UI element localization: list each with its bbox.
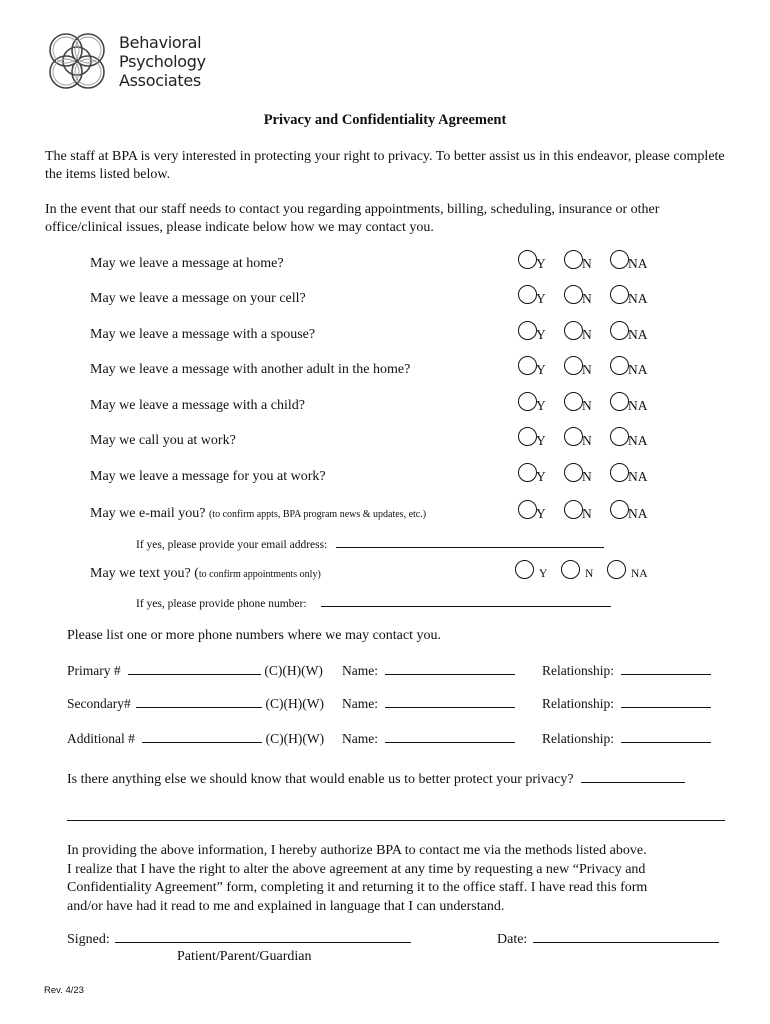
question-call-work: May we call you at work? — [90, 433, 236, 448]
phone-additional-label: Additional # — [67, 731, 135, 746]
question-cell: May we leave a message on your cell? — [90, 291, 306, 306]
phone-secondary-type: (C)(H)(W) — [265, 696, 324, 711]
email-row — [136, 536, 604, 551]
authorization-paragraph — [67, 842, 647, 916]
radio-spouse-na[interactable] — [610, 321, 629, 340]
phone-secondary-name-label: Name: — [342, 696, 378, 711]
intro-paragraph-1: The staff at BPA is very interested in protecting your right to privacy. To better assist us in this endeavor, please complete the items listed below. — [45, 149, 725, 182]
phone-primary-type: (C)(H)(W) — [264, 663, 323, 678]
phone-secondary-rel-row — [542, 696, 711, 712]
phone-primary-name-label: Name: — [342, 663, 378, 678]
radio-label-home-na: NA — [628, 256, 648, 271]
radio-label-email-n: N — [582, 506, 592, 521]
email-address-field[interactable] — [336, 536, 604, 548]
radio-cell-y[interactable] — [518, 285, 537, 304]
phone-additional-rel-field[interactable] — [621, 731, 711, 743]
radio-label-spouse-n: N — [582, 327, 592, 342]
radio-child-na[interactable] — [610, 392, 629, 411]
radio-spouse-y[interactable] — [518, 321, 537, 340]
question-child: May we leave a message with a child? — [90, 398, 305, 413]
phone-primary-label: Primary # — [67, 663, 121, 678]
radio-label-other-adult-n: N — [582, 362, 592, 377]
page-title: Privacy and Confidentiality Agreement — [263, 112, 507, 128]
phone-secondary-rel-label: Relationship: — [542, 696, 614, 711]
question-spouse: May we leave a message with a spouse? — [90, 327, 316, 342]
radio-child-y[interactable] — [518, 392, 537, 411]
radio-label-child-n: N — [582, 398, 592, 413]
authorization-line-3: Confidentiality Agreement” form, completing it and returning it to the office staff. I have read this form — [67, 880, 648, 895]
radio-text-na[interactable] — [607, 560, 626, 579]
phone-primary-row — [67, 663, 323, 679]
logo-line-1: Behavioral — [119, 33, 202, 52]
question-email-note: (to confirm appts, BPA program news & updates, etc.) — [208, 509, 427, 520]
radio-text-y[interactable] — [515, 560, 534, 579]
date-field[interactable] — [533, 931, 719, 943]
anything-else-field-2[interactable] — [67, 820, 725, 821]
phone-primary-rel-field[interactable] — [621, 663, 711, 675]
date-row — [497, 931, 719, 948]
authorization-line-1: In providing the above information, I hereby authorize BPA to contact me via the methods listed above. — [67, 843, 647, 858]
anything-else-question: Is there anything else we should know that would enable us to better protect your privacy? — [67, 772, 574, 787]
question-email — [90, 506, 426, 522]
radio-label-spouse-y: Y — [536, 327, 546, 342]
radio-label-message-work-y: Y — [536, 469, 546, 484]
anything-else-field-1[interactable] — [581, 771, 685, 783]
question-text-note: to confirm appointments only) — [198, 569, 321, 580]
radio-email-y[interactable] — [518, 500, 537, 519]
radio-label-message-work-n: N — [582, 469, 592, 484]
radio-label-cell-n: N — [582, 291, 592, 306]
radio-other-adult-n[interactable] — [564, 356, 583, 375]
radio-spouse-n[interactable] — [564, 321, 583, 340]
phone-primary-rel-label: Relationship: — [542, 663, 614, 678]
radio-label-text-na: NA — [631, 568, 648, 580]
radio-label-other-adult-na: NA — [628, 362, 648, 377]
phone-additional-name-label: Name: — [342, 731, 378, 746]
logo-wordmark — [119, 33, 206, 90]
phone-secondary-field[interactable] — [136, 696, 262, 708]
text-phone-field[interactable] — [321, 595, 611, 607]
question-message-work: May we leave a message for you at work? — [90, 469, 326, 484]
phone-additional-rel-row — [542, 731, 711, 747]
radio-message-work-n[interactable] — [564, 463, 583, 482]
radio-label-child-na: NA — [628, 398, 648, 413]
signature-row — [67, 931, 411, 948]
authorization-line-2: I realize that I have the right to alter the above agreement at any time by requesting a new “Privacy and — [67, 861, 646, 877]
phone-primary-name-field[interactable] — [385, 663, 515, 675]
radio-label-message-work-na: NA — [628, 469, 648, 484]
question-text-text: May we text you? ( — [90, 566, 199, 581]
revision-label: Rev. 4/23 — [44, 985, 84, 996]
radio-cell-na[interactable] — [610, 285, 629, 304]
phone-additional-type: (C)(H)(W) — [265, 731, 325, 746]
radio-home-na[interactable] — [610, 250, 629, 269]
logo-line-3: Associates — [119, 71, 201, 90]
radio-call-work-na[interactable] — [610, 427, 629, 446]
radio-other-adult-y[interactable] — [518, 356, 537, 375]
question-email-text: May we e-mail you? — [90, 506, 206, 521]
phone-additional-row — [67, 731, 324, 747]
radio-label-home-y: Y — [536, 256, 546, 271]
anything-else-row — [67, 771, 685, 788]
question-other-adult: May we leave a message with another adult in the home? — [90, 362, 411, 377]
phone-primary-name-row — [342, 663, 515, 679]
radio-email-n[interactable] — [564, 500, 583, 519]
phone-secondary-rel-field[interactable] — [621, 696, 711, 708]
signature-field[interactable] — [115, 931, 411, 943]
phone-secondary-name-field[interactable] — [385, 696, 515, 708]
logo-line-2: Psychology — [119, 52, 206, 71]
phone-secondary-row — [67, 696, 324, 712]
question-home: May we leave a message at home? — [90, 256, 284, 271]
radio-call-work-y[interactable] — [518, 427, 537, 446]
radio-label-cell-na: NA — [628, 291, 648, 306]
radio-label-other-adult-y: Y — [536, 362, 546, 377]
radio-label-home-n: N — [582, 256, 592, 271]
radio-cell-n[interactable] — [564, 285, 583, 304]
radio-other-adult-na[interactable] — [610, 356, 629, 375]
radio-call-work-n[interactable] — [564, 427, 583, 446]
radio-label-call-work-na: NA — [628, 433, 648, 448]
email-prompt: If yes, please provide your email address: — [136, 539, 328, 551]
radio-label-email-na: NA — [628, 506, 648, 521]
radio-label-child-y: Y — [536, 398, 546, 413]
radio-email-na[interactable] — [610, 500, 629, 519]
radio-label-text-y: Y — [539, 568, 548, 580]
radio-label-call-work-y: Y — [536, 433, 546, 448]
radio-label-spouse-na: NA — [628, 327, 648, 342]
bpa-logo-icon — [44, 28, 110, 94]
signer-caption: Patient/Parent/Guardian — [177, 949, 312, 964]
radio-text-n[interactable] — [561, 560, 580, 579]
radio-message-work-na[interactable] — [610, 463, 629, 482]
question-text — [90, 566, 321, 582]
phone-primary-field[interactable] — [128, 663, 261, 675]
phone-additional-field[interactable] — [142, 731, 262, 743]
radio-home-n[interactable] — [564, 250, 583, 269]
radio-label-text-n: N — [585, 568, 594, 580]
radio-label-call-work-n: N — [582, 433, 592, 448]
signed-label: Signed: — [67, 932, 110, 947]
phone-additional-name-row — [342, 731, 515, 747]
phone-additional-name-field[interactable] — [385, 731, 515, 743]
intro-paragraph-2: In the event that our staff needs to contact you regarding appointments, billing, scheduling, insurance or other office/clinical issues, please indicate below how we may contact you. — [45, 202, 660, 235]
phone-secondary-label: Secondary# — [67, 696, 131, 711]
radio-child-n[interactable] — [564, 392, 583, 411]
radio-label-cell-y: Y — [536, 291, 546, 306]
phone-prompt: If yes, please provide phone number: — [136, 598, 307, 610]
date-label: Date: — [497, 932, 528, 947]
phone-secondary-name-row — [342, 696, 515, 712]
phone-row — [136, 595, 611, 610]
phone-primary-rel-row — [542, 663, 711, 679]
radio-home-y[interactable] — [518, 250, 537, 269]
radio-label-email-y: Y — [536, 506, 546, 521]
radio-message-work-y[interactable] — [518, 463, 537, 482]
authorization-line-4: and/or have had it read to me and explained in language that I can understand. — [67, 898, 505, 914]
phone-additional-rel-label: Relationship: — [542, 731, 614, 746]
phone-list-prompt: Please list one or more phone numbers where we may contact you. — [67, 628, 442, 643]
